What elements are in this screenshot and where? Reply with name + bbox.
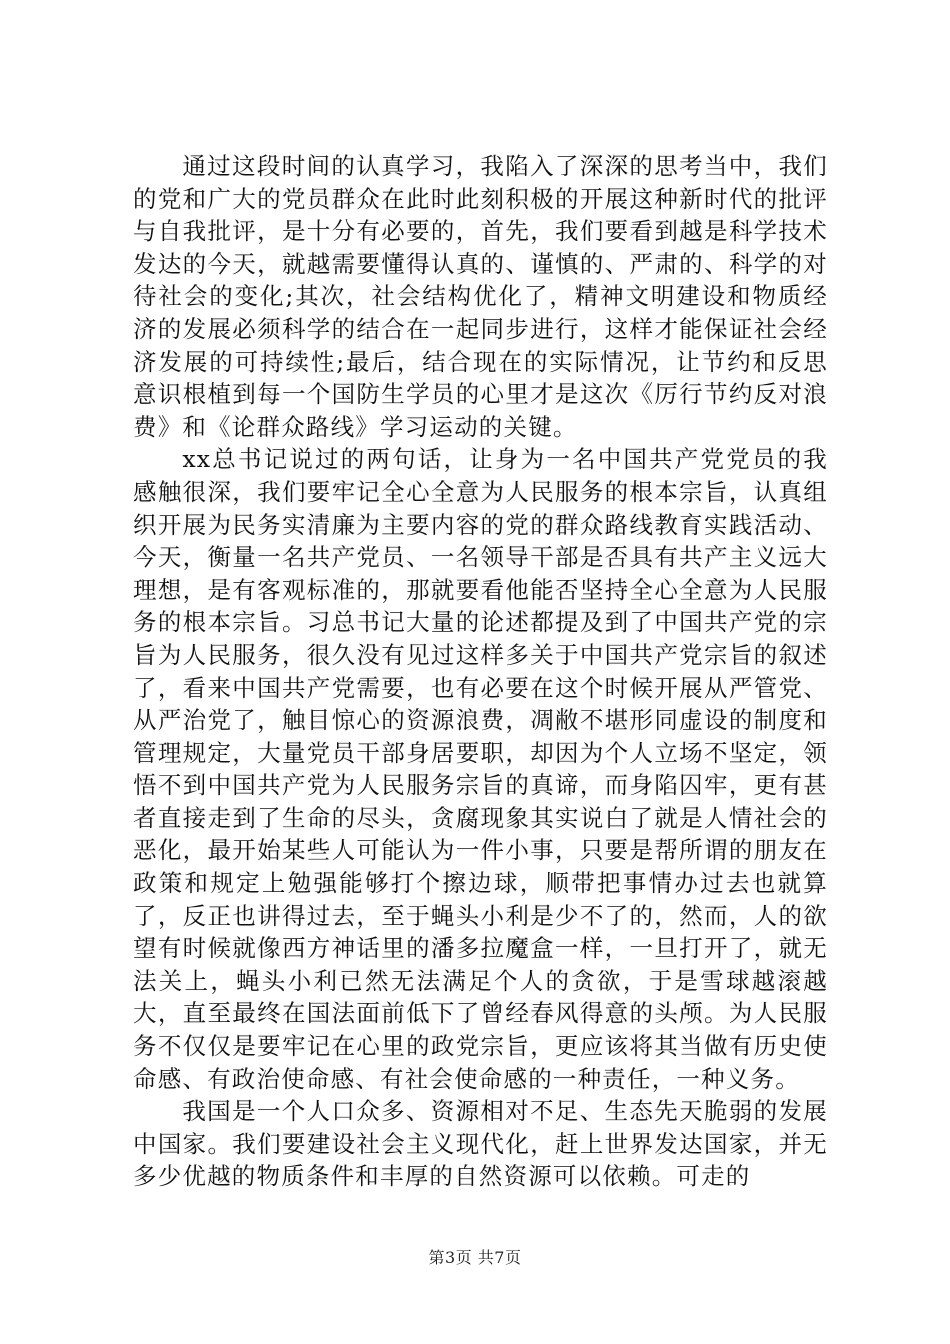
document-body: [133, 150, 828, 1193]
paragraph-1: 通过这段时间的认真学习，我陷入了深深的思考当中，我们的党和广大的党员群众在此时此刻积极的开展这种新时代的批评与自我批评，是十分有必要的，首先，我们要看到越是科学技术发达的今天，就越需要懂得认真的、谨慎的、严肃的、科学的对待社会的变化;其次，社会结构优化了，精神文明建设和物质经济的发展必须科学的结合在一起同步进行，这样才能保证社会经济发展的可持续性;最后，结合现在的实际情况，让节约和反思意识根植到每一个国防生学员的心里才是这次《厉行节约反对浪费》和《论群众路线》学习运动的关键。: [133, 152, 828, 441]
paragraph-2: xx总书记说过的两句话，让身为一名中国共产党党员的我感触很深，我们要牢记全心全意为人民服务的根本宗旨，认真组织开展为民务实清廉为主要内容的党的群众路线教育实践活动、今天，衡量一名共产党员、一名领导干部是否具有共产主义远大理想，是有客观标准的，那就要看他能否坚持全心全意为人民服务的根本宗旨。习总书记大量的论述都提及到了中国共产党的宗旨为人民服务，很久没有见过这样多关于中国共产党宗旨的叙述了，看来中国共产党需要，也有必要在这个时候开展从严管党、从严治党了，触目惊心的资源浪费，凋敝不堪形同虚设的制度和管理规定，大量党员干部身居要职，却因为个人立场不坚定，领悟不到中国共产党为人民服务宗旨的真谛，而身陷囚牢，更有甚者直接走到了生命的尽头，贪腐现象其实说白了就是人情社会的恶化，最开始某些人可能认为一件小事，只要是帮所谓的朋友在政策和规定上勉强能够打个擦边球，顺带把事情办过去也就算了，反正也讲得过去，至于蝇头小利是少不了的，然而，人的欲望有时候就像西方神话里的潘多拉魔盒一样，一旦打开了，就无法关上，蝇头小利已然无法满足个人的贪欲，于是雪球越滚越大，直至最终在国法面前低下了曾经春风得意的头颅。为人民服务不仅仅是要牢记在心里的政党宗旨，更应该将其当做有历史使命感、有政治使命感、有社会使命感的一种责任，一种义务。: [133, 445, 828, 1093]
page-indicator: 第3页 共7页: [428, 1248, 522, 1267]
paragraph-3: 我国是一个人口众多、资源相对不足、生态先天脆弱的发展中国家。我们要建设社会主义现代化，赶上世界发达国家，并无多少优越的物质条件和丰厚的自然资源可以依赖。可走的: [133, 1097, 828, 1191]
page-footer: [0, 1248, 950, 1268]
